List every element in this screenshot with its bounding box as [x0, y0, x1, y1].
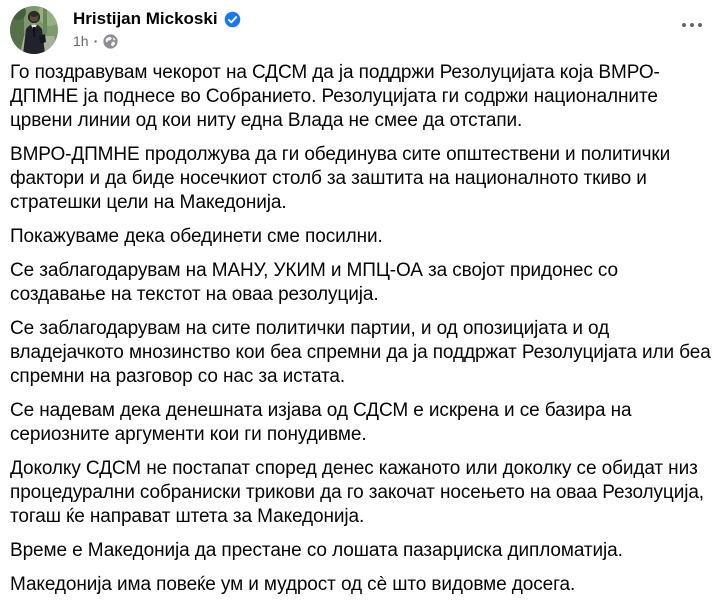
- post-paragraph: Македонија има повеќе ум и мудрост од сè што видовме досега.: [10, 574, 576, 595]
- meta-separator: ·: [93, 33, 99, 49]
- profile-picture[interactable]: [10, 6, 58, 54]
- author-name-row: [73, 8, 241, 30]
- post-header-info: [73, 6, 241, 50]
- post-paragraph: Го поздравувам чекорот на СДСМ да ја поддржи Резолуцијата која ВМРО-ДПМНЕ ја поднесе во Собранието. Резолуцијата ги содржи националните црвени линии од кои ниту една Влада не смее да отстапи.: [10, 62, 660, 131]
- timestamp[interactable]: 1h: [73, 33, 89, 49]
- post-body: [0, 54, 726, 597]
- post-paragraph: Се надевам дека денешната изјава од СДСМ е искрена и се базира на сериозните аргументи кои ги понудивме.: [10, 400, 632, 445]
- more-options-dot: [690, 23, 695, 28]
- verified-badge-icon: [224, 11, 241, 28]
- post-paragraph: ВМРО-ДПМНЕ продолжува да ги обединува сите општествени и политички фактори и да биде носечкиот столб за заштита на националното ткиво и стратешки цели на Македонија.: [10, 144, 671, 213]
- profile-picture-image: [10, 6, 58, 54]
- more-options-button[interactable]: [674, 13, 710, 37]
- more-options-dot: [682, 23, 687, 28]
- globe-public-icon: [103, 34, 118, 49]
- post-paragraph: Време е Македонија да престане со лошата пазарџиска дипломатија.: [10, 540, 623, 561]
- post-paragraph: Покажуваме дека обединети сме посилни.: [10, 226, 383, 247]
- more-options-dot: [698, 23, 703, 28]
- post-paragraph: Се заблагодарувам на МАНУ, УКИМ и МПЦ-ОА за својот придонес со создавање на текстот на оваа резолуција.: [10, 260, 619, 305]
- post-paragraph: Се заблагодарувам на сите политички партии, и од опозицијата и од владејачкото мнозинство кои беа спремни да ја поддржат Резолуцијата или беа спремни на разговор со нас за истата.: [10, 318, 711, 387]
- author-name[interactable]: Hristijan Mickoski: [73, 9, 218, 28]
- post-header: [0, 0, 726, 54]
- post-paragraph: Доколку СДСМ не постапат според денес кажаното или доколку се обидат низ процедурални собраниски трикови да го закочат носењето на оваа Резолуција, тогаш ќе направат штета за Македонија.: [10, 458, 704, 527]
- post-meta-row: [73, 32, 241, 50]
